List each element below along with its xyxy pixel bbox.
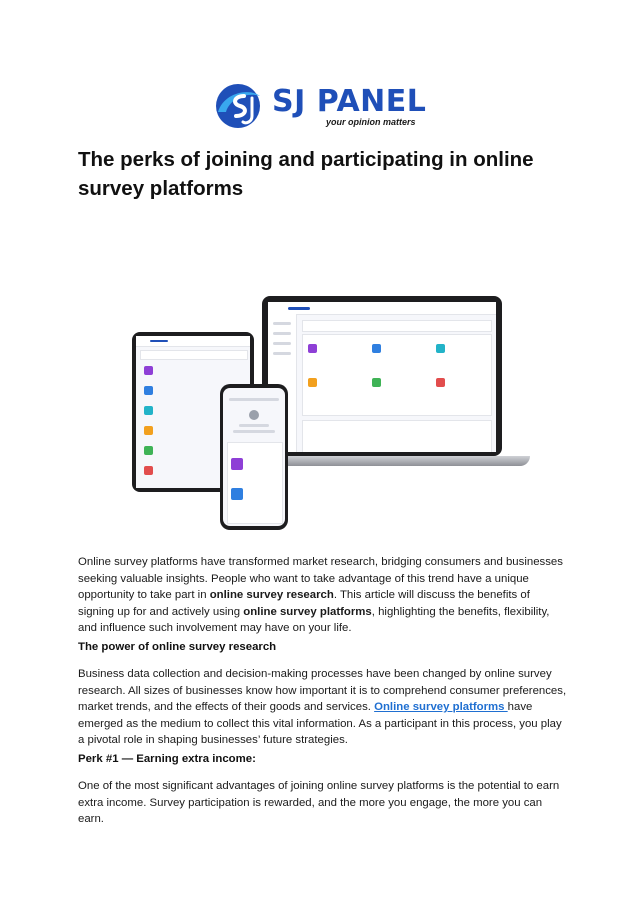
section-heading-perk1: Perk #1 — Earning extra income: [78, 753, 256, 765]
article-title: The perks of joining and participating in online survey platforms [78, 148, 534, 200]
device-mockup-image [118, 292, 532, 540]
bold-online-survey-platforms: online survey platforms [243, 605, 372, 618]
online-survey-platforms-link[interactable]: Online survey platforms [374, 701, 508, 714]
sj-panel-logo [210, 82, 427, 132]
bold-online-survey-research: online survey research [209, 589, 334, 602]
section2-paragraph: One of the most significant advantages of joining online survey platforms is the potential to earn extra income. Survey participation is rewarded, and the more you engage, the more you can earn. [78, 780, 560, 826]
sj-logo-mark-icon [210, 82, 270, 130]
brand-tagline: your opinion matters [326, 117, 416, 127]
laptop-mockup [262, 296, 502, 456]
intro-paragraph: Online survey platforms have transformed market research, bridging consumers and businesses seeking valuable insights. People who want to take advantage of this trend have a unique opportunity to take part in online survey research. This article will discuss the benefits of signing up for and actively using online survey platforms, highlighting the benefits, flexibility, and influence such involvement may have on your life. [78, 556, 563, 635]
section-heading-power: The power of online survey research [78, 641, 277, 653]
brand-name: SJ PANEL [272, 84, 427, 119]
section1-paragraph: Business data collection and decision-making processes have been changed by online survey research. All sizes of businesses know how important it is to comprehend consumer preferences, market trends, and the effects of their goods and services. Online survey platforms have emerged as the medium to collect this vital information. As a participant in this process, you play a pivotal role in shaping businesses’ future strategies. [78, 668, 567, 747]
phone-mockup [220, 384, 288, 530]
